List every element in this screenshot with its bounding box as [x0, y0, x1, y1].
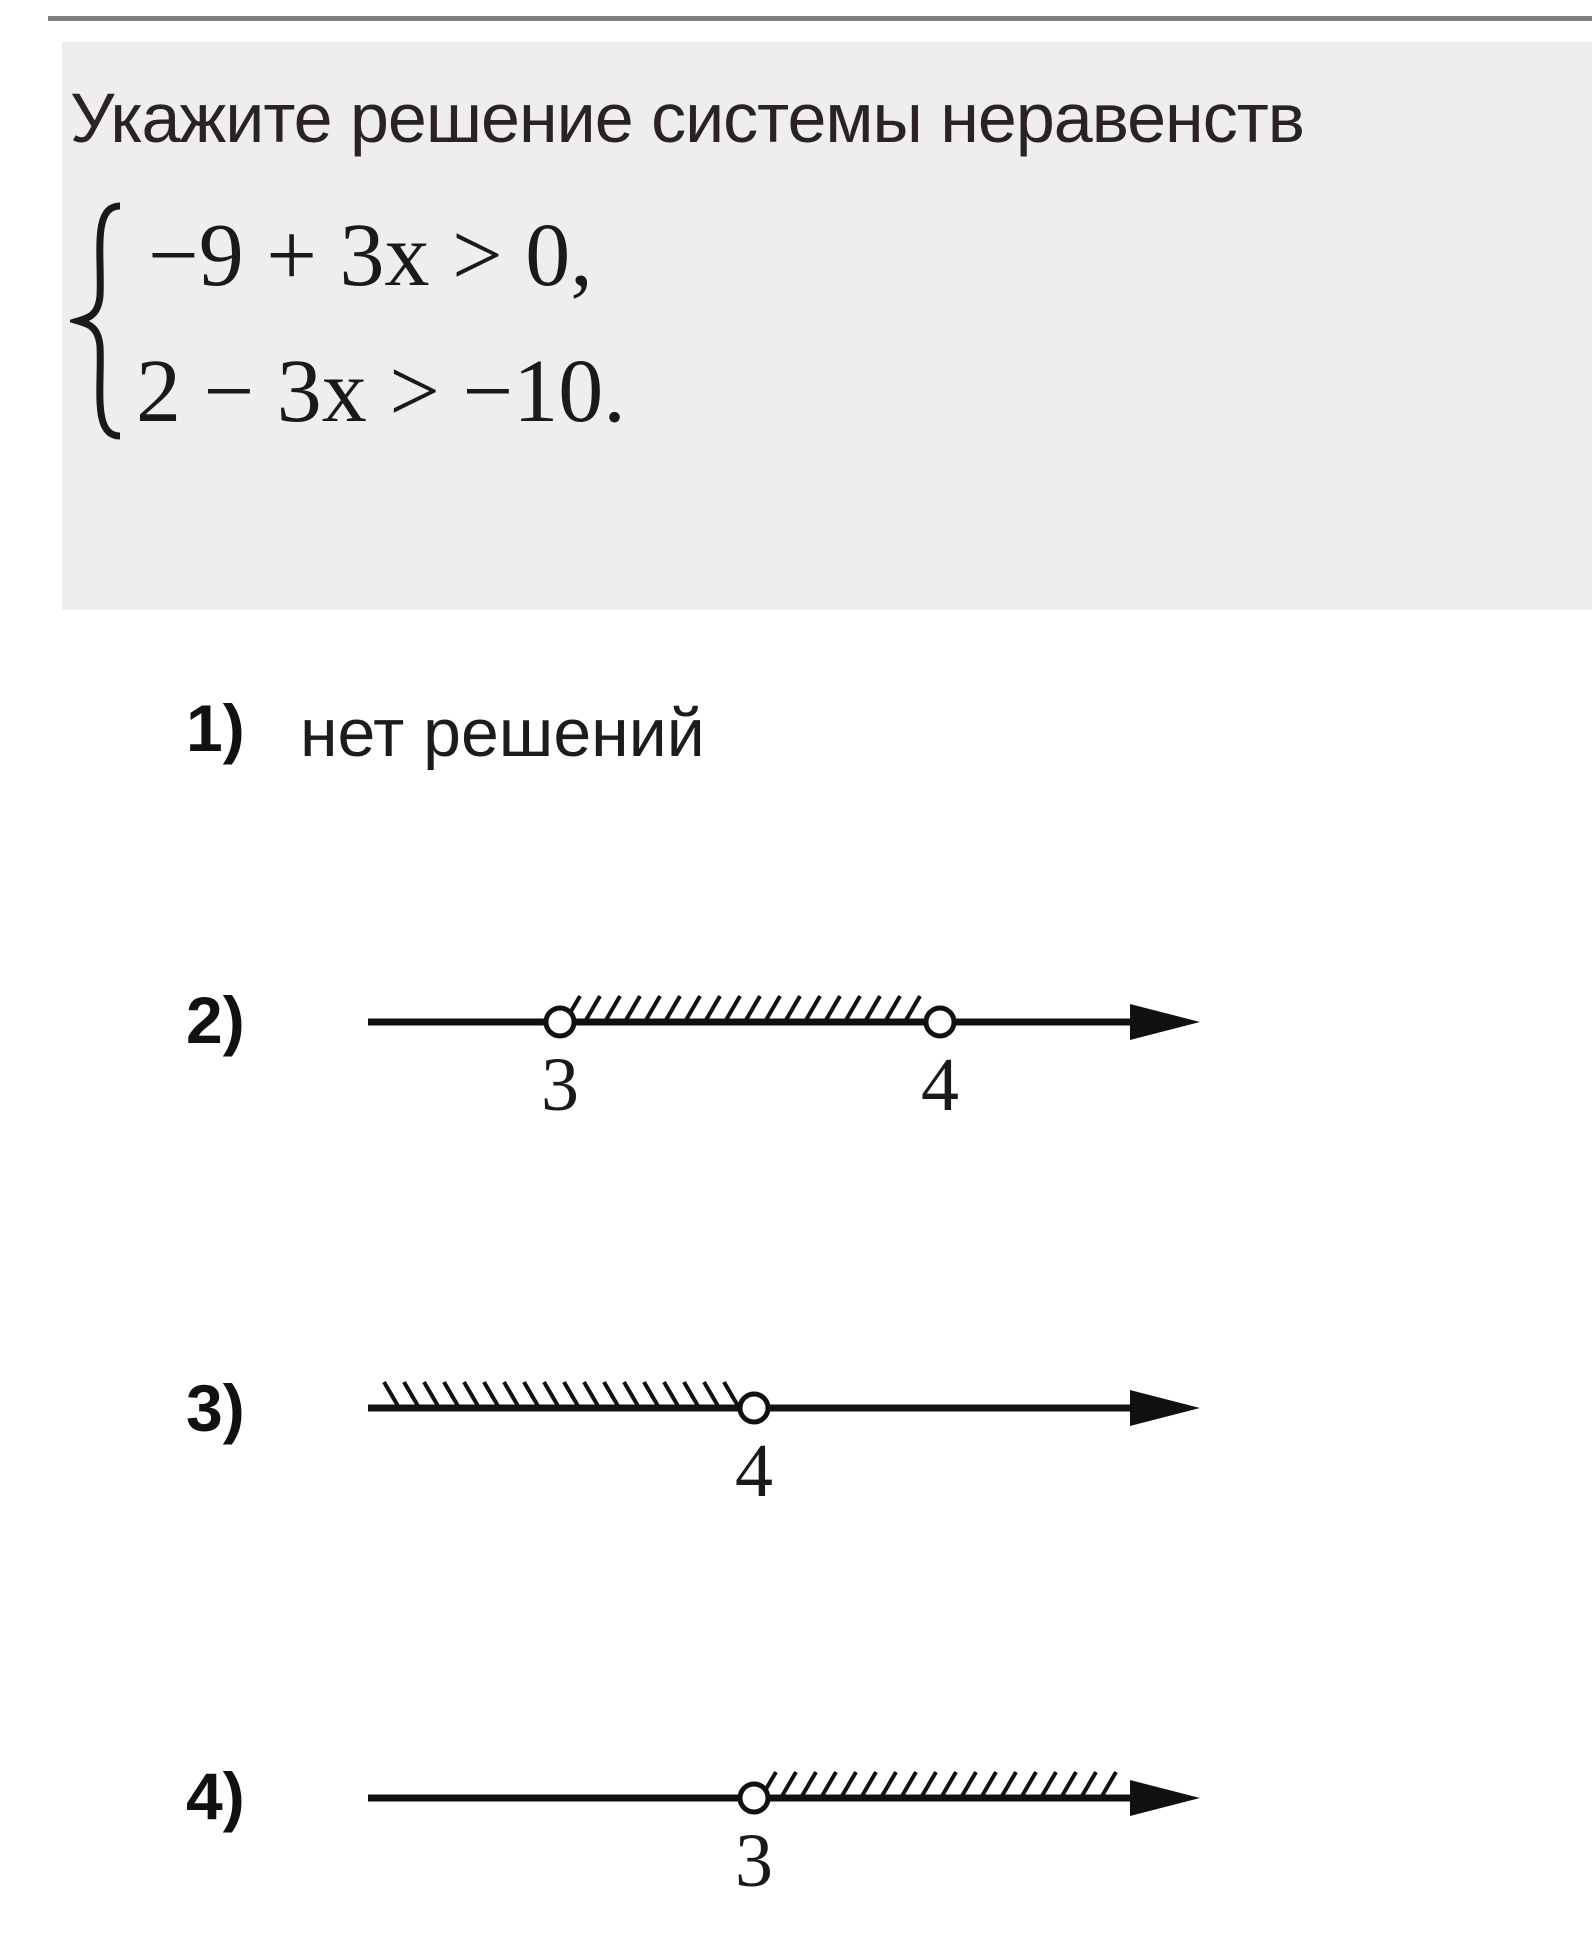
option-1-text: нет решений — [300, 695, 705, 771]
tick-label-4: 4 — [921, 1043, 959, 1127]
hatching — [384, 1382, 738, 1406]
top-divider — [48, 16, 1592, 21]
inequality-system — [70, 196, 790, 446]
curly-brace-icon — [70, 196, 130, 446]
axis-arrow-icon — [1130, 1780, 1200, 1816]
hatching — [566, 996, 920, 1020]
option-1-number: 1) — [186, 691, 245, 765]
option-4-number-line — [360, 1736, 1220, 1906]
option-3-number: 3) — [186, 1371, 245, 1445]
option-2-number: 2) — [186, 983, 245, 1057]
axis-arrow-icon — [1130, 1004, 1200, 1040]
axis-arrow-icon — [1130, 1390, 1200, 1426]
open-point-3 — [546, 1008, 574, 1036]
inequality-1: −9 + 3x > 0, — [148, 206, 593, 305]
question-text: Укажите решение системы неравенств — [70, 79, 1304, 157]
tick-label-3: 3 — [541, 1043, 579, 1127]
open-point-4 — [926, 1008, 954, 1036]
hatching — [762, 1772, 1116, 1796]
option-4-number: 4) — [186, 1759, 245, 1833]
option-3-number-line — [360, 1346, 1220, 1516]
open-point-3 — [740, 1784, 768, 1812]
open-point-4 — [740, 1394, 768, 1422]
tick-label-3: 3 — [735, 1819, 773, 1903]
option-2-number-line — [360, 960, 1220, 1130]
tick-label-4: 4 — [735, 1429, 773, 1513]
inequality-2: 2 − 3x > −10. — [136, 342, 626, 441]
